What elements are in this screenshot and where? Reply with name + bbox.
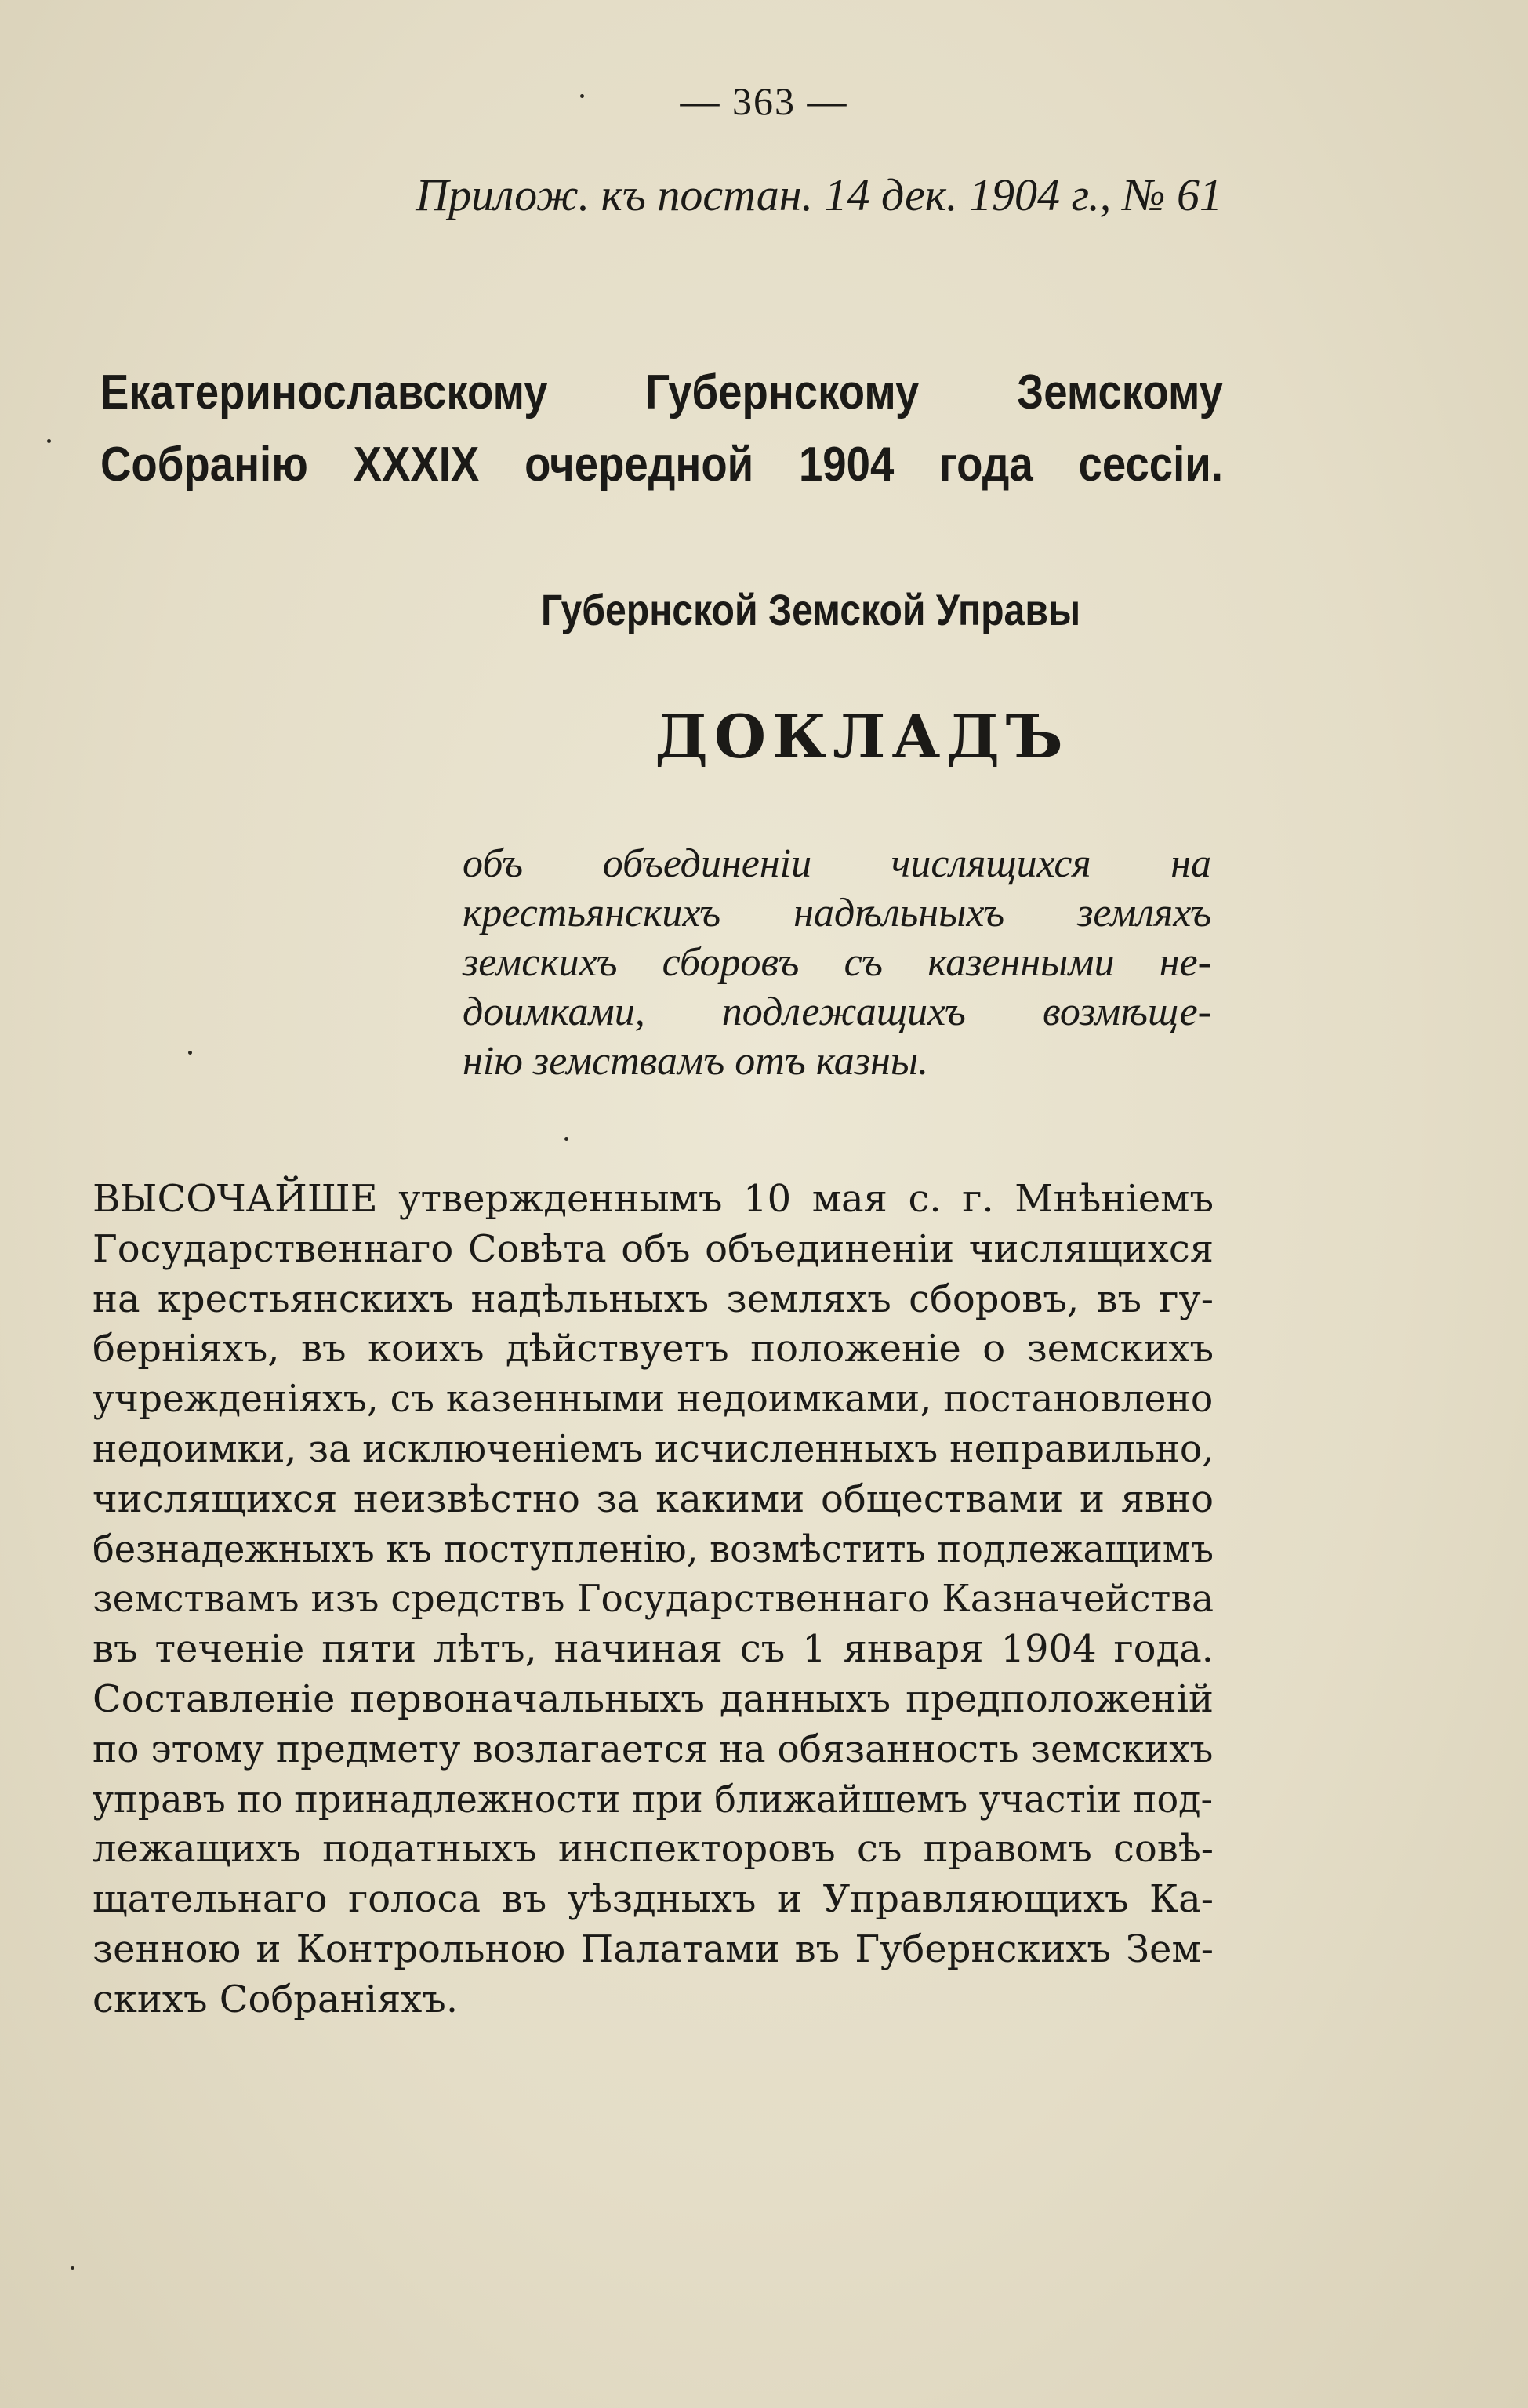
document-title: ДОКЛАДЪ	[655, 702, 1069, 772]
body-line: по этому предмету возлагается на обязанность земскихъ	[93, 1727, 1214, 1771]
body-line: лежащихъ податныхъ инспекторовъ съ правомъ совѣ-	[93, 1827, 1214, 1872]
body-line: щательнаго голоса въ уѣздныхъ и Управляющихъ Ка-	[93, 1877, 1214, 1922]
body-line: берніяхъ, въ коихъ дѣйствуетъ положеніе о земскихъ	[93, 1327, 1214, 1371]
page-number: — 363 —	[680, 79, 848, 123]
appendix-reference: Прилож. къ постан. 14 дек. 1904 г., № 61	[416, 169, 1222, 220]
print-speck	[47, 439, 51, 443]
body-line: Составленіе первоначальныхъ данныхъ предположеній	[93, 1676, 1214, 1721]
print-speck	[188, 1051, 192, 1055]
body-line: земствамъ изъ средствъ Государственнаго Казначейства	[93, 1577, 1214, 1622]
body-line: на крестьянскихъ надѣльныхъ земляхъ сборовъ, въ гу-	[93, 1277, 1214, 1321]
subject-line: крестьянскихъ надѣльныхъ земляхъ	[463, 891, 1211, 935]
report-subject	[463, 839, 1211, 1086]
body-line: зенною и Контрольною Палатами въ Губернскихъ Зем-	[93, 1927, 1214, 1971]
body-line: Государственнаго Совѣта объ объединеніи числящихся	[93, 1226, 1214, 1271]
body-line: въ теченіе пяти лѣтъ, начиная съ 1 января 1904 года.	[93, 1627, 1214, 1672]
body-line: ВЫСОЧАЙШЕ утвержденнымъ 10 мая с. г. Мнѣніемъ	[93, 1177, 1214, 1221]
issuing-body: Губернской Земской Управы	[541, 585, 1081, 634]
print-speck	[71, 2266, 74, 2270]
body-line: недоимки, за исключеніемъ исчисленныхъ неправильно,	[93, 1426, 1214, 1471]
body-line: скихъ Собраніяхъ.	[93, 1977, 459, 2021]
body-paragraph	[93, 1175, 1214, 2025]
body-line: учрежденіяхъ, съ казенными недоимками, постановлено	[93, 1377, 1214, 1422]
print-speck	[564, 1137, 568, 1141]
subject-line: доимками, подлежащихъ возмѣще-	[463, 990, 1211, 1034]
body-line: безнадежныхъ къ поступленію, возмѣстить подлежащимъ	[93, 1527, 1214, 1571]
addressee-line: Собранію XXXIX очередной 1904 года сессіи.	[100, 438, 1223, 492]
body-line: управъ по принадлежности при ближайшемъ участіи под-	[93, 1777, 1213, 1821]
subject-line: объ объединеніи числящихся на	[463, 841, 1211, 886]
body-line: числящихся неизвѣстно за какими обществами и явно	[93, 1476, 1214, 1521]
addressee-heading	[100, 357, 1223, 501]
subject-line: нію земствамъ отъ казны.	[463, 1039, 929, 1084]
addressee-line: Екатеринославскому Губернскому Земскому	[100, 365, 1223, 419]
subject-line: земскихъ сборовъ съ казенными не-	[463, 940, 1211, 985]
